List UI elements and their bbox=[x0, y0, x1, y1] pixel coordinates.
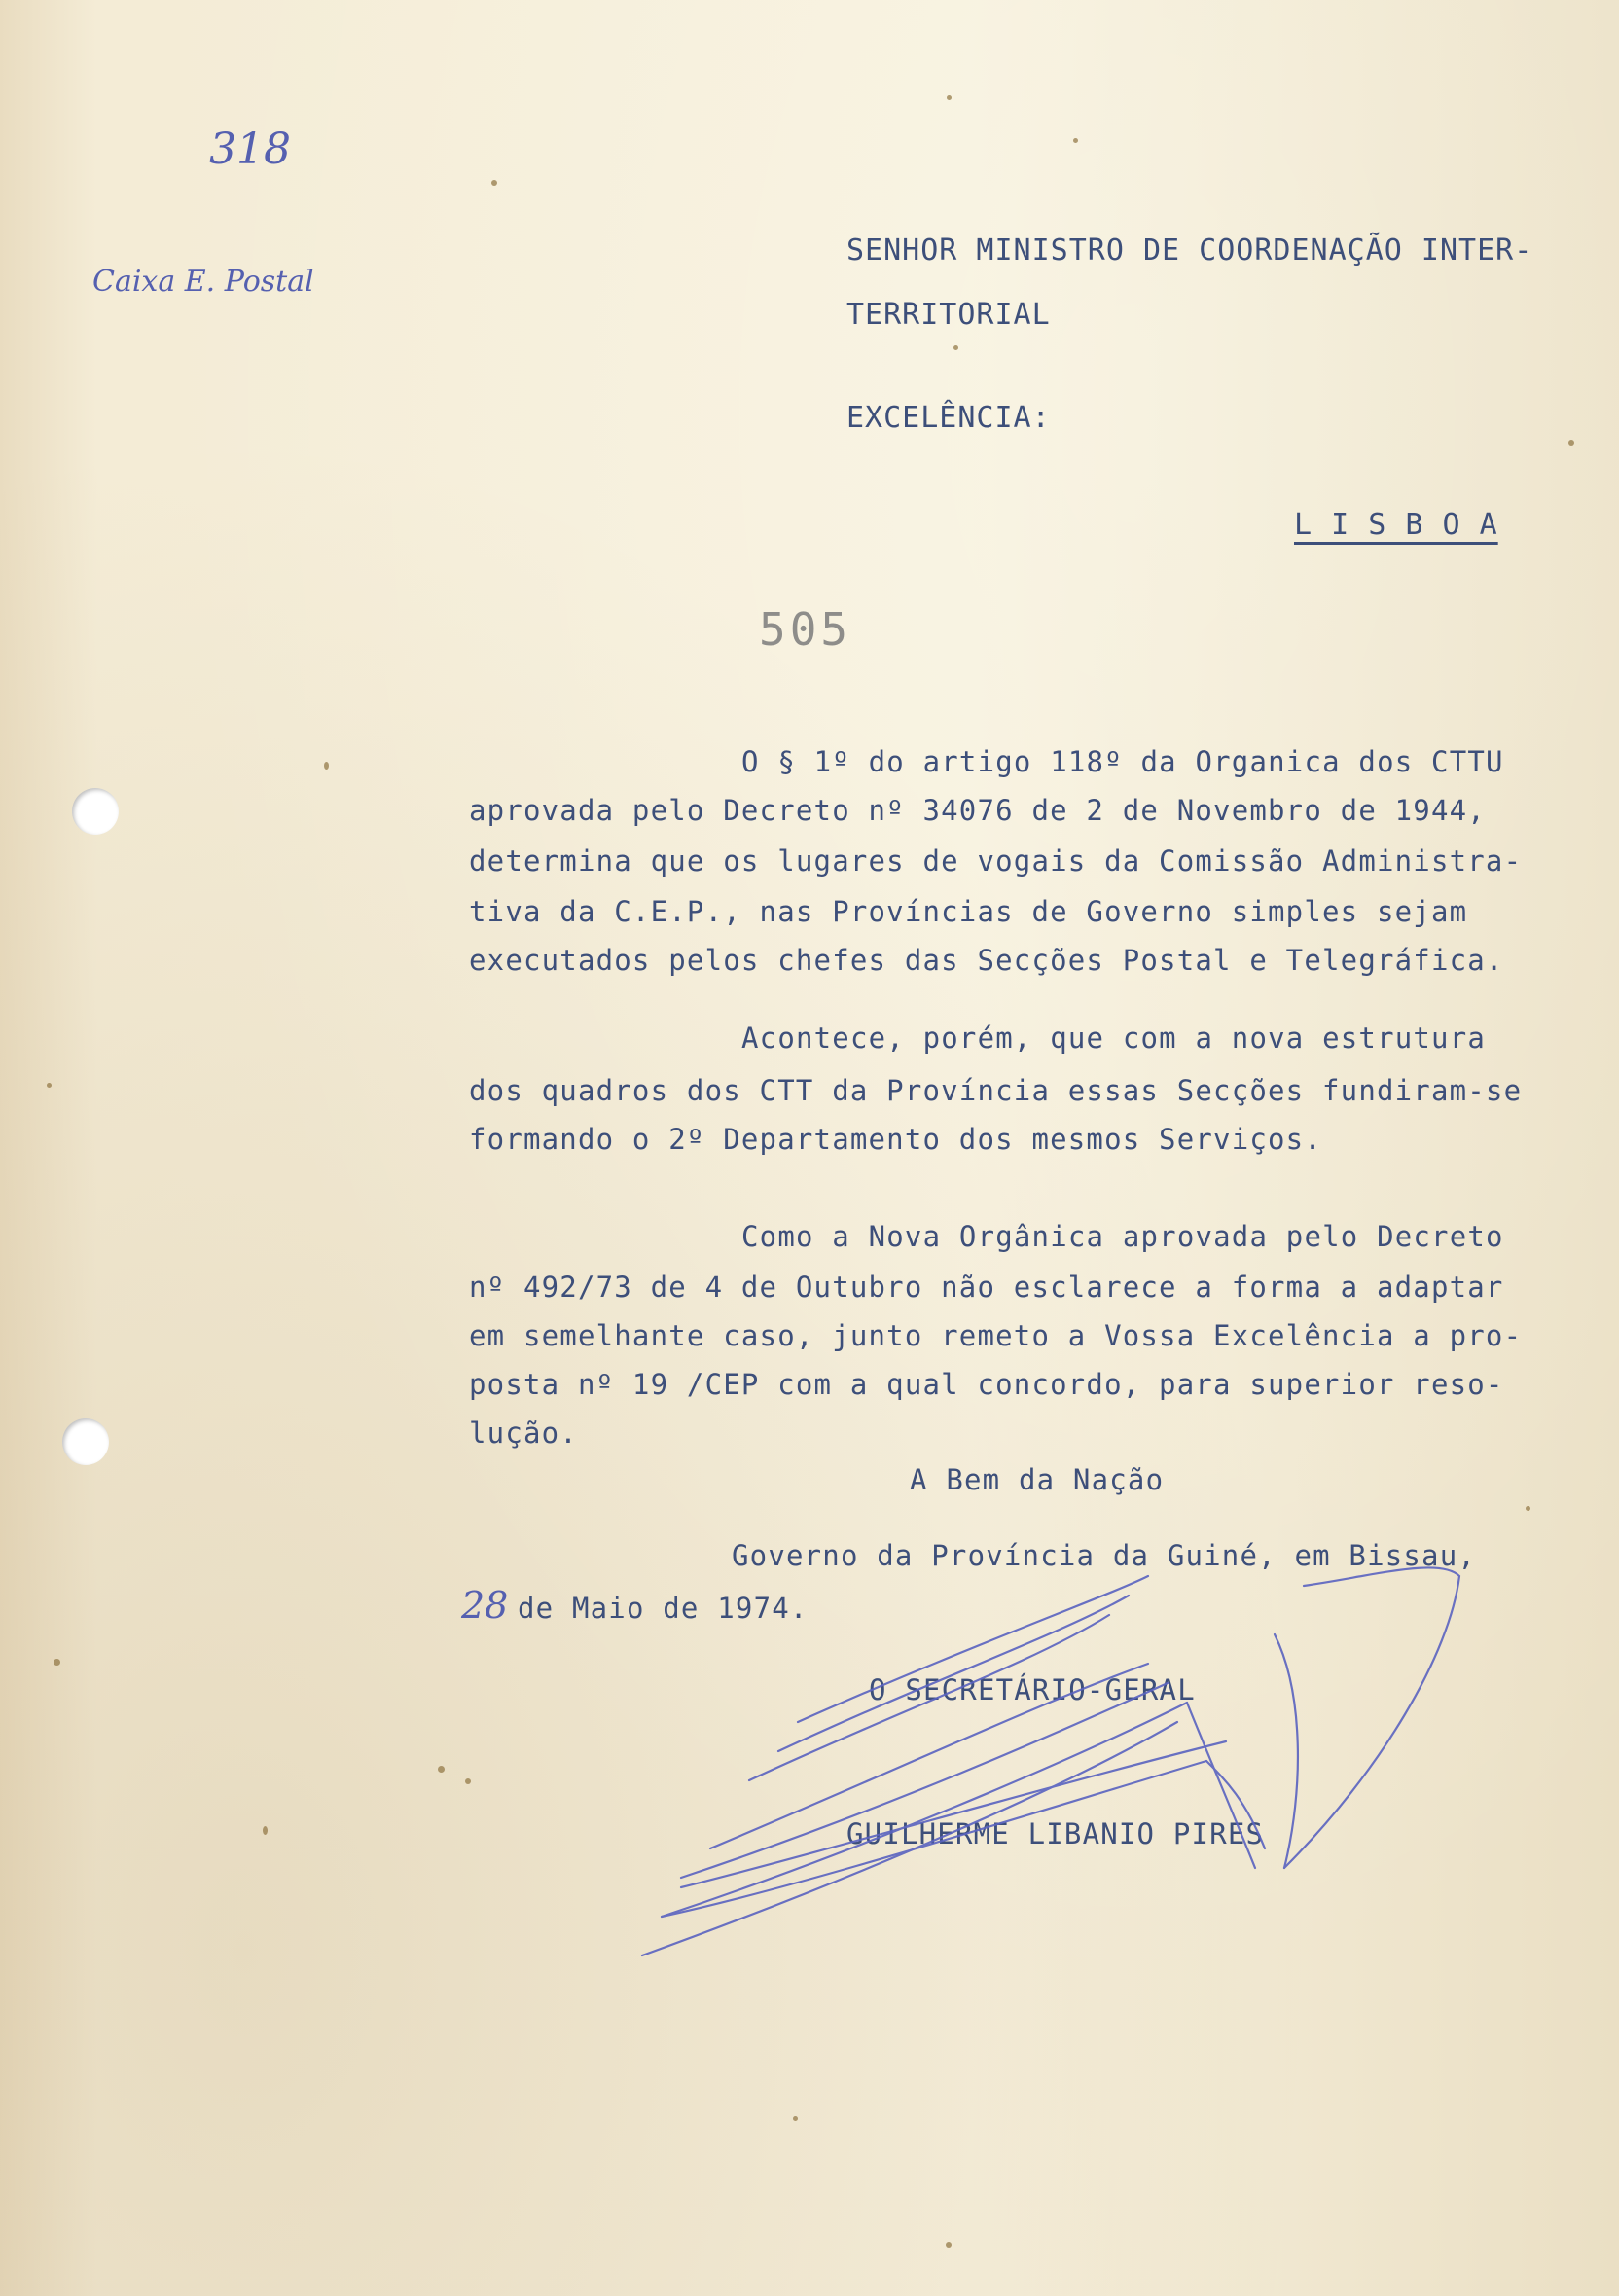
paragraph-3-line: em semelhante caso, junto remeto a Vossa Excelência a pro- bbox=[469, 1319, 1523, 1352]
signatory-title: O SECRETÁRIO-GERAL bbox=[869, 1673, 1196, 1706]
handwritten-signature bbox=[603, 1557, 1479, 1965]
closing-place-line: Governo da Província da Guiné, em Bissau, bbox=[732, 1539, 1477, 1572]
paragraph-1-line: O § 1º do artigo 118º da Organica dos CTTU bbox=[741, 745, 1504, 778]
signatory-name: GUILHERME LIBANIO PIRES bbox=[846, 1817, 1265, 1850]
paper-speck bbox=[263, 1826, 268, 1835]
paper-speck bbox=[947, 95, 952, 100]
salutation: EXCELÊNCIA: bbox=[846, 401, 1051, 435]
punch-hole-top bbox=[72, 788, 119, 835]
punch-hole-bottom bbox=[62, 1418, 109, 1465]
closing-date: de Maio de 1974. bbox=[518, 1592, 809, 1625]
paper-speck bbox=[1073, 138, 1078, 143]
paragraph-1-line: tiva da C.E.P., nas Províncias de Governo simples sejam bbox=[469, 895, 1468, 928]
addressee-line-2: TERRITORIAL bbox=[846, 298, 1051, 332]
paper-speck bbox=[1568, 440, 1574, 446]
page-number-annotation: 318 bbox=[209, 125, 291, 174]
paper-speck bbox=[324, 762, 329, 770]
destination-city: L I S B O A bbox=[1294, 508, 1498, 542]
paragraph-2-line: dos quadros dos CTT da Província essas Secções fundiram-se bbox=[469, 1074, 1523, 1107]
stamp-number: 505 bbox=[759, 603, 852, 656]
paragraph-2-line: Acontece, porém, que com a nova estrutura bbox=[741, 1022, 1487, 1055]
paragraph-3-line: lução. bbox=[469, 1417, 578, 1450]
paper-speck bbox=[1526, 1506, 1530, 1511]
closing-motto: A Bem da Nação bbox=[910, 1463, 1165, 1496]
addressee-line-1: SENHOR MINISTRO DE COORDENAÇÃO INTER- bbox=[846, 233, 1533, 268]
subject-note-annotation: Caixa E. Postal bbox=[92, 265, 314, 299]
paragraph-3-line: nº 492/73 de 4 de Outubro não esclarece a forma a adaptar bbox=[469, 1271, 1504, 1304]
paragraph-1-line: executados pelos chefes das Secções Postal e Telegráfica. bbox=[469, 944, 1504, 977]
paragraph-1-line: aprovada pelo Decreto nº 34076 de 2 de Novembro de 1944, bbox=[469, 794, 1486, 827]
paper-speck bbox=[438, 1766, 445, 1773]
paragraph-3-line: posta nº 19 /CEP com a qual concordo, para superior reso- bbox=[469, 1368, 1504, 1401]
paper-speck bbox=[47, 1083, 52, 1088]
paragraph-1-line: determina que os lugares de vogais da Comissão Administra- bbox=[469, 844, 1523, 878]
paragraph-3-line: Como a Nova Orgânica aprovada pelo Decreto bbox=[741, 1220, 1504, 1253]
paper-speck bbox=[465, 1778, 471, 1784]
paper-speck bbox=[953, 345, 958, 350]
handwritten-date-day: 28 bbox=[461, 1584, 509, 1627]
paper-speck bbox=[793, 2116, 798, 2121]
paper-speck bbox=[946, 2242, 952, 2248]
paragraph-2-line: formando o 2º Departamento dos mesmos Serviços. bbox=[469, 1123, 1322, 1156]
paper-speck bbox=[491, 180, 497, 186]
paper-speck bbox=[54, 1659, 60, 1666]
